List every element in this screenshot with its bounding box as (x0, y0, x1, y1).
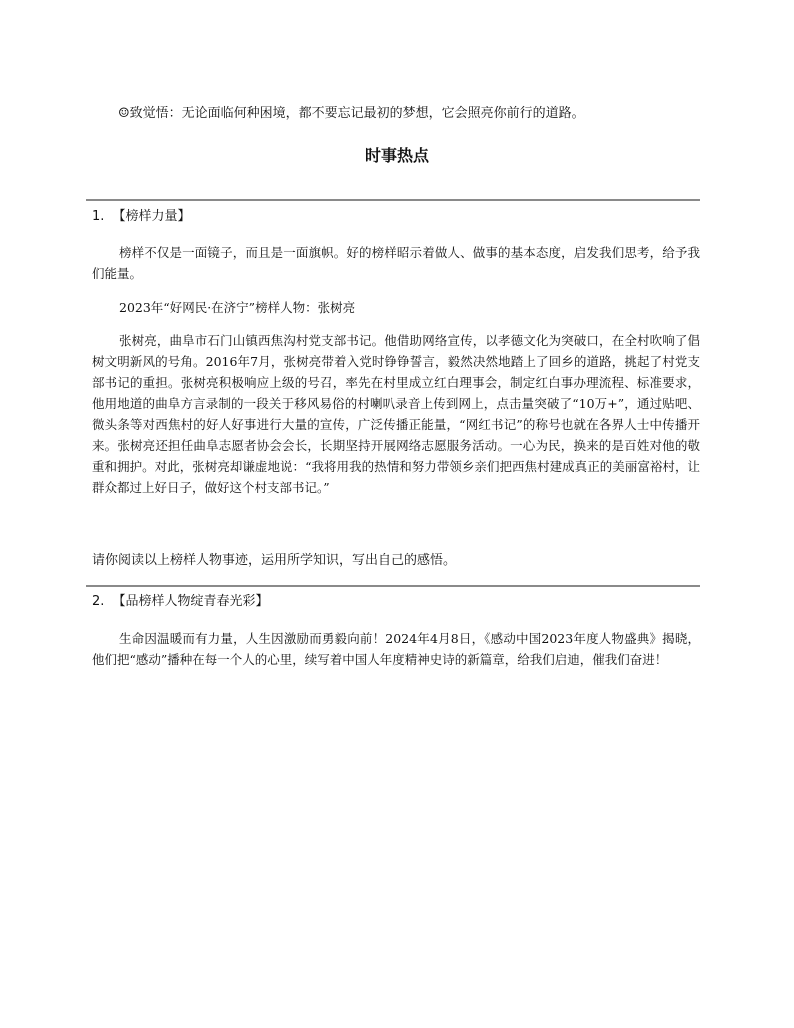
motto-line: ☺致觉悟：无论面临何种困境，都不要忘记最初的梦想，它会照亮你前行的道路。 (118, 106, 585, 121)
question-2-intro: 生命因温暖而有力量，人生因激励而勇毅向前！2024年4月8日，《感动中国2023年度人物盛典》揭晓，他们把“感动”播种在每一个人的心里，续写着中国人年度精神史诗的新篇章，给我们启迪，催我们奋进！ (92, 631, 700, 667)
question-1-heading (92, 207, 191, 227)
question-2-title: 【品榜样人物绽青春光彩】 (112, 594, 269, 609)
section-title: 时事热点 (364, 146, 429, 165)
question-1-subtitle: 2023年“好网民·在济宁”榜样人物：张树亮 (119, 300, 356, 315)
question-2-heading (92, 592, 269, 612)
question-1-title: 【榜样力量】 (112, 209, 191, 224)
question-1-intro: 榜样不仅是一面镜子，而且是一面旗帜。好的榜样昭示着做人、做事的基本态度，启发我们思考，给予我们能量。 (92, 245, 700, 281)
question-2-number: 2. (92, 594, 105, 609)
question-1-task: 请你阅读以上榜样人物事迹，运用所学知识，写出自己的感悟。 (92, 553, 457, 568)
question-1-story: 张树亮，曲阜市石门山镇西焦沟村党支部书记。他借助网络宣传，以孝德文化为突破口，在全村吹响了倡树文明新风的号角。2016年7月，张树亮带着入党时铮铮誓言，毅然决然地踏上了回乡的道路，挑起了村党支部书记的重担。张树亮积极响应上级的号召，率先在村里成立红白理事会，制定红白事办理流程、标准要求，他用地道的曲阜方言录制的一段关于移风易俗的村喇叭录音上传到网上，点击量突破了“10万+”，通过贴吧、微头条等对西焦村的好人好事进行大量的宣传，广泛传播正能量，“网红书记”的称号也就在各界人士中传播开来。张树亮还担任曲阜志愿者协会会长，长期坚持开展网络志愿服务活动。一心为民，换来的是百姓对他的敬重和拥护。对此，张树亮却谦虚地说：“我将用我的热情和努力带领乡亲们把西焦村建成真正的美丽富裕村，让群众都过上好日子，做好这个村支部书记。” (92, 333, 700, 495)
question-1-number: 1. (92, 209, 105, 224)
divider-rule (86, 199, 700, 201)
divider-rule (86, 585, 700, 587)
